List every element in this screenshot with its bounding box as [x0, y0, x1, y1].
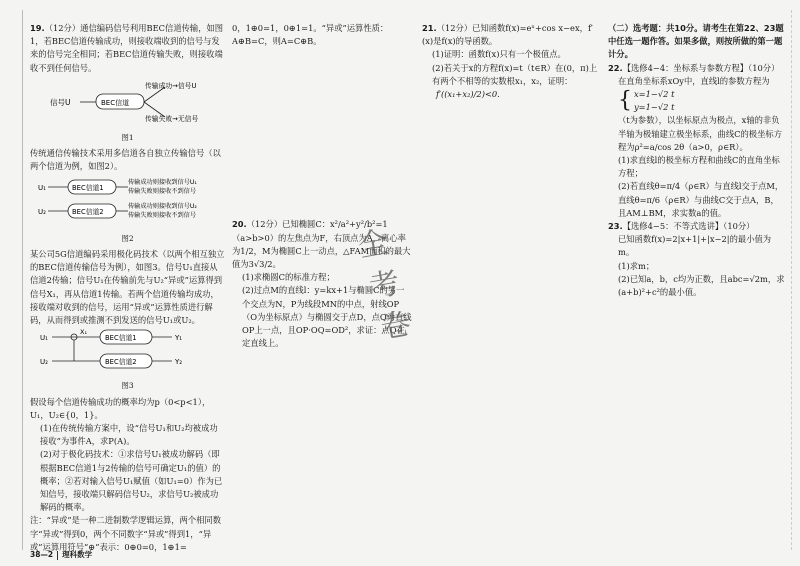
- q19-number: 19.: [30, 23, 45, 33]
- page-footer: [30, 549, 92, 560]
- watermark-stamp: [355, 212, 425, 352]
- column-4: [608, 22, 786, 299]
- fig2-r1a: 传输成功则接收到信号U₁: [128, 178, 197, 186]
- q19-intro: [30, 22, 225, 75]
- q22-number: 22.: [608, 62, 623, 73]
- brace-icon: {: [618, 88, 632, 114]
- q21-sub-1: (1)证明：函数f(x)只有一个极值点。: [432, 49, 566, 60]
- q23-sub-1: (1)求m；: [618, 260, 655, 271]
- fig3-caption: 图3: [121, 381, 134, 391]
- fig3-u2: U₂: [40, 358, 48, 367]
- svg-text:全: 全: [355, 224, 392, 265]
- cut-line: [791, 10, 792, 550]
- q19-text-3: 某公司5G信道编码采用极化码技术（以两个相互独立的BEC信道传输信号为例），如图3。信号U₁直接从信道2传输；信号U₁在传输前先与U₂“异或”运算得到信号X₁，再从信道1传输。若两个信道传输均成功，接收端对收到的信号，运用“异或”运算性质进行解码，从而得到或推测不到发送的信号U₁或U₂。: [30, 249, 225, 326]
- q23-number: 23.: [608, 221, 623, 232]
- q20-sub-1: (1)求椭圆C的标准方程；: [242, 272, 335, 283]
- fig2-u1: U₁: [38, 183, 46, 192]
- fig1-input-label: 信号U: [50, 97, 71, 107]
- figure-1: [30, 75, 225, 125]
- page-number: 38—2: [30, 550, 54, 559]
- figure-3: [30, 327, 225, 373]
- q19-note-cont: 0，1⊕0=1，0⊕1=1。“异或”运算性质：A⊕B=C，则A=C⊕B。: [232, 23, 389, 47]
- q19-sub-2: (2)对于极化码技术：①求信号U₁被成功解码（即根据BEC信道1与2传输的信号可确定U₁的值）的概率；②若对输入信号U₁赋值（如U₁=0）作为已知信号，接收端只解码信号U₂，求信号U₂被成功解码的概率。: [40, 449, 223, 513]
- fig3-box1: BEC信道1: [105, 334, 137, 343]
- q21-intro: [422, 22, 600, 48]
- q20-text: （12分）已知椭圆C：x²/a²+y²/b²=1（a>b>0）的左焦点为F，右顶点为A，离心率为1/2，M为椭圆C上一动点，△FAM面积的最大值为3√3/2。: [232, 219, 411, 270]
- svg-text:考: 考: [366, 265, 403, 306]
- q19-text-2: 传统通信传输技术采用多信道各自独立传输信号（以两个信道为例，如图2）。: [30, 148, 221, 172]
- q23-text: 已知函数f(x)=2|x+1|+|x−2|的最小值为m。: [618, 234, 772, 258]
- q19-text-4: 假设每个信道传输成功的概率均为p（0<p<1），U₁，U₂∈{0，1}。: [30, 396, 211, 420]
- q21-number: 21.: [422, 23, 437, 33]
- q21-sub-2: (2)若关于x的方程f(x)=t（t∈R）在(0，π)上有两个不相等的实数根x₁，x₂，证明：: [432, 62, 598, 86]
- q19-text-1: （12分）通信编码信号利用BEC信道传输，如图1，若BEC信道传输成功，则接收端收到的信号与发来的信号完全相同；若BEC信道传输失败，则接收端收不到任何信号。: [30, 23, 224, 73]
- q21-sub-2-formula: f′((x₁+x₂)/2)<0.: [436, 89, 500, 100]
- q20-number: 20.: [232, 219, 247, 230]
- q19-note: 注：“异或”是一种二进制数学逻辑运算，两个相同数字“异或”得到0，两个不同数字“异或”得到1，“异或”运算用符号“⊕”表示：0⊕0=0，1⊕1=: [30, 515, 222, 552]
- q22-text: 在直角坐标系xOy中，直线l的参数方程为: [618, 75, 770, 86]
- q22-param-text: （t为参数），以坐标原点为极点，x轴的非负半轴为极轴建立极坐标系，曲线C的极坐标方程为ρ²=a/cos 2θ（a>0，ρ∈R）。: [618, 115, 782, 152]
- subject-label: 理科数学: [62, 550, 93, 559]
- fig2-r2a: 传输成功则接收到信号U₂: [128, 202, 197, 210]
- column-1: [30, 22, 225, 554]
- section-2-header: （二）选考题：共10分。请考生在第22、23题中任选一题作答。如果多做，则按所做的第一题计分。: [608, 23, 784, 60]
- q22-sub-2: (2)若直线θ=π/4（ρ∈R）与直线l交于点M，直线θ=π/6（ρ∈R）与曲线C交于点A，B，且AM⊥BM，求实数a的值。: [618, 181, 784, 218]
- binding-line: [22, 10, 23, 550]
- fig2-u2: U₂: [38, 207, 46, 216]
- fig1-fail-label: 传输失败→无信号: [145, 114, 199, 123]
- q23-intro: [608, 220, 786, 233]
- fig2-box1: BEC信道1: [72, 183, 104, 192]
- fig3-y2: Y₂: [175, 358, 183, 367]
- q21-text: （12分）已知函数f(x)=eˣ+cos x−ex，f′(x)是f(x)的导函数。: [422, 23, 593, 47]
- q22-title: 【选修4−4：坐标系与参数方程】（10分）: [622, 62, 780, 73]
- fig1-caption: 图1: [121, 133, 134, 143]
- q19-sub-1: (1)在传统传输方案中，设“信号U₁和U₂均被成功接收”为事件A，求P(A)。: [40, 423, 218, 447]
- fig3-u1: U₁: [40, 334, 48, 343]
- fig3-x1: X₁: [80, 328, 88, 337]
- q22-intro: [608, 62, 786, 75]
- fig1-success-label: 传输成功→信号U: [145, 81, 197, 90]
- svg-text:卷: 卷: [377, 306, 414, 347]
- fig2-r1b: 传输失败则接收不到信号: [128, 187, 197, 195]
- q22-eq-1: x=1−√2 t: [634, 89, 675, 100]
- fig3-y1: Y₁: [175, 334, 183, 343]
- q20-sub-2: (2)过点M的直线l：y=kx+1与椭圆C的另一个交点为N，P为线段MN的中点，射线OP（O为坐标原点）与椭圆交于点D，点Q为直线OP上一点，且OP·OQ=OD²，求证：点Q在定直线上。: [242, 285, 412, 349]
- fig3-box2: BEC信道2: [105, 358, 137, 367]
- q23-title: 【选修4−5：不等式选讲】（10分）: [622, 221, 755, 232]
- q22-eq-2: y=1−√2 t: [634, 102, 675, 113]
- column-3: [422, 22, 600, 101]
- fig2-caption: 图2: [121, 233, 134, 243]
- q22-sub-1: (1)求直线l的极坐标方程和曲线C的直角坐标方程；: [618, 155, 780, 179]
- figure-2: [30, 174, 225, 226]
- fig2-r2b: 传输失败则接收不到信号: [128, 211, 197, 219]
- q23-sub-2: (2)已知a，b，c均为正数，且abc=√2m，求(a+b)²+c²的最小值。: [618, 273, 785, 298]
- fig1-channel-label: BEC信道: [101, 98, 130, 107]
- fig2-box2: BEC信道2: [72, 207, 104, 216]
- q22-param-eq: [608, 88, 786, 114]
